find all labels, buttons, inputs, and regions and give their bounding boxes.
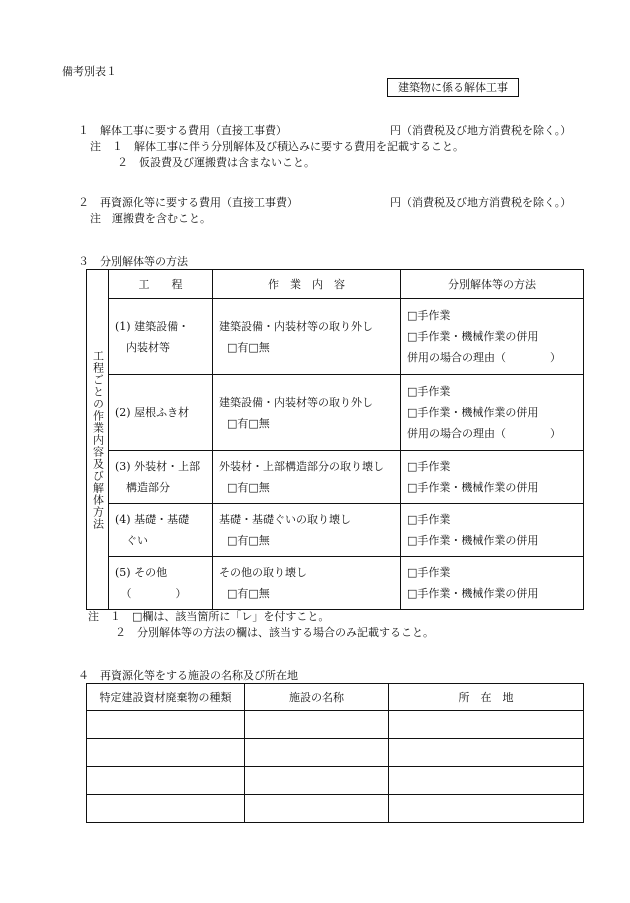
document-title: 建築物に係る解体工事 xyxy=(387,78,519,97)
process-line: (5) その他 xyxy=(115,566,168,579)
header-method: 分別解体等の方法 xyxy=(401,270,584,299)
section4-label: ４ 再資源化等をする施設の名称及び所在地 xyxy=(78,669,298,682)
facility-name-cell[interactable] xyxy=(245,767,389,795)
header-facility-name: 施設の名称 xyxy=(245,684,389,711)
facility-name-cell[interactable] xyxy=(245,739,389,767)
combined-reason[interactable]: 併用の場合の理由（ ） xyxy=(407,427,561,440)
section1-note1: 注 １ 解体工事に伴う分別解体及び積込みに要する費用を記載すること。 xyxy=(90,140,464,153)
location-cell[interactable] xyxy=(389,739,584,767)
header-location: 所 在 地 xyxy=(389,684,584,711)
combined-checkbox[interactable]: □手作業・機械作業の併用 xyxy=(407,481,539,494)
table-row xyxy=(87,557,584,610)
waste-type-cell[interactable] xyxy=(87,767,245,795)
section3-note1: 注 １ □欄は、該当箇所に「レ」を付すこと。 xyxy=(88,610,330,623)
header-process: 工 程 xyxy=(109,270,213,299)
method-table xyxy=(86,269,584,610)
header-waste-type: 特定建設資材廃棄物の種類 xyxy=(87,684,245,711)
none-checkbox[interactable]: □無 xyxy=(248,534,270,547)
manual-checkbox[interactable]: □手作業 xyxy=(407,566,451,579)
location-cell[interactable] xyxy=(389,767,584,795)
none-checkbox[interactable]: □無 xyxy=(248,481,270,494)
facility-name-cell[interactable] xyxy=(245,711,389,739)
section1-note2: ２ 仮設費及び運搬費は含まないこと。 xyxy=(117,156,315,169)
facility-table-header xyxy=(87,684,584,711)
combined-checkbox[interactable]: □手作業・機械作業の併用 xyxy=(407,587,539,600)
has-checkbox[interactable]: □有 xyxy=(227,587,249,600)
work-content: その他の取り壊し xyxy=(219,566,307,579)
table-row xyxy=(87,504,584,557)
table-row xyxy=(87,711,584,739)
process-line: 構造部分 xyxy=(115,481,170,494)
manual-checkbox[interactable]: □手作業 xyxy=(407,385,451,398)
section1-label: １ 解体工事に要する費用（直接工事費） xyxy=(78,124,287,137)
header-work: 作 業 内 容 xyxy=(213,270,401,299)
process-line: (4) 基礎・基礎 xyxy=(115,513,190,526)
table-row xyxy=(87,299,584,375)
none-checkbox[interactable]: □無 xyxy=(248,587,270,600)
waste-type-cell[interactable] xyxy=(87,711,245,739)
none-checkbox[interactable]: □無 xyxy=(248,416,270,430)
method-table-header xyxy=(87,270,584,299)
manual-checkbox[interactable]: □手作業 xyxy=(407,460,451,473)
process-line: 内装材等 xyxy=(115,340,170,354)
table-row xyxy=(87,767,584,795)
work-content: 基礎・基礎ぐいの取り壊し xyxy=(219,513,351,526)
combined-checkbox[interactable]: □手作業・機械作業の併用 xyxy=(407,330,539,343)
section2-note: 注 運搬費を含むこと。 xyxy=(90,212,211,225)
facility-name-cell[interactable] xyxy=(245,795,389,823)
manual-checkbox[interactable]: □手作業 xyxy=(407,513,451,526)
section3-note2: ２ 分別解体等の方法の欄は、該当する場合のみ記載すること。 xyxy=(115,626,434,639)
table-row xyxy=(87,375,584,451)
waste-type-cell[interactable] xyxy=(87,795,245,823)
table-row xyxy=(87,795,584,823)
work-content: 外装材・上部構造部分の取り壊し xyxy=(219,460,384,473)
combined-checkbox[interactable]: □手作業・機械作業の併用 xyxy=(407,534,539,547)
combined-checkbox[interactable]: □手作業・機械作業の併用 xyxy=(407,406,539,419)
has-checkbox[interactable]: □有 xyxy=(227,416,249,430)
facility-table xyxy=(86,683,584,823)
section3-label: ３ 分別解体等の方法 xyxy=(78,255,188,268)
section1-tax: 円（消費税及び地方消費税を除く。） xyxy=(390,124,572,137)
manual-checkbox[interactable]: □手作業 xyxy=(407,309,451,322)
combined-reason[interactable]: 併用の場合の理由（ ） xyxy=(407,351,561,364)
process-line: (2) 屋根ふき材 xyxy=(115,406,190,419)
work-content: 建築設備・内装材等の取り外し xyxy=(219,395,373,409)
process-line: (3) 外装材・上部 xyxy=(115,460,201,473)
process-line: ぐい xyxy=(115,534,148,547)
waste-type-cell[interactable] xyxy=(87,739,245,767)
section2-tax: 円（消費税及び地方消費税を除く。） xyxy=(390,196,572,209)
table-row xyxy=(87,739,584,767)
has-checkbox[interactable]: □有 xyxy=(227,340,249,354)
process-line: (1) 建築設備・ xyxy=(115,319,190,333)
has-checkbox[interactable]: □有 xyxy=(227,534,249,547)
vertical-label: 工程ごとの作業内容及び解体方法 xyxy=(91,349,105,530)
document-label: 備考別表１ xyxy=(62,65,117,78)
table-row xyxy=(87,451,584,504)
location-cell[interactable] xyxy=(389,795,584,823)
process-line[interactable]: （ ） xyxy=(115,587,187,600)
vertical-label-cell xyxy=(87,270,109,610)
work-content: 建築設備・内装材等の取り外し xyxy=(219,319,373,333)
section2-label: ２ 再資源化等に要する費用（直接工事費） xyxy=(78,196,298,209)
none-checkbox[interactable]: □無 xyxy=(248,340,270,354)
location-cell[interactable] xyxy=(389,711,584,739)
has-checkbox[interactable]: □有 xyxy=(227,481,249,494)
